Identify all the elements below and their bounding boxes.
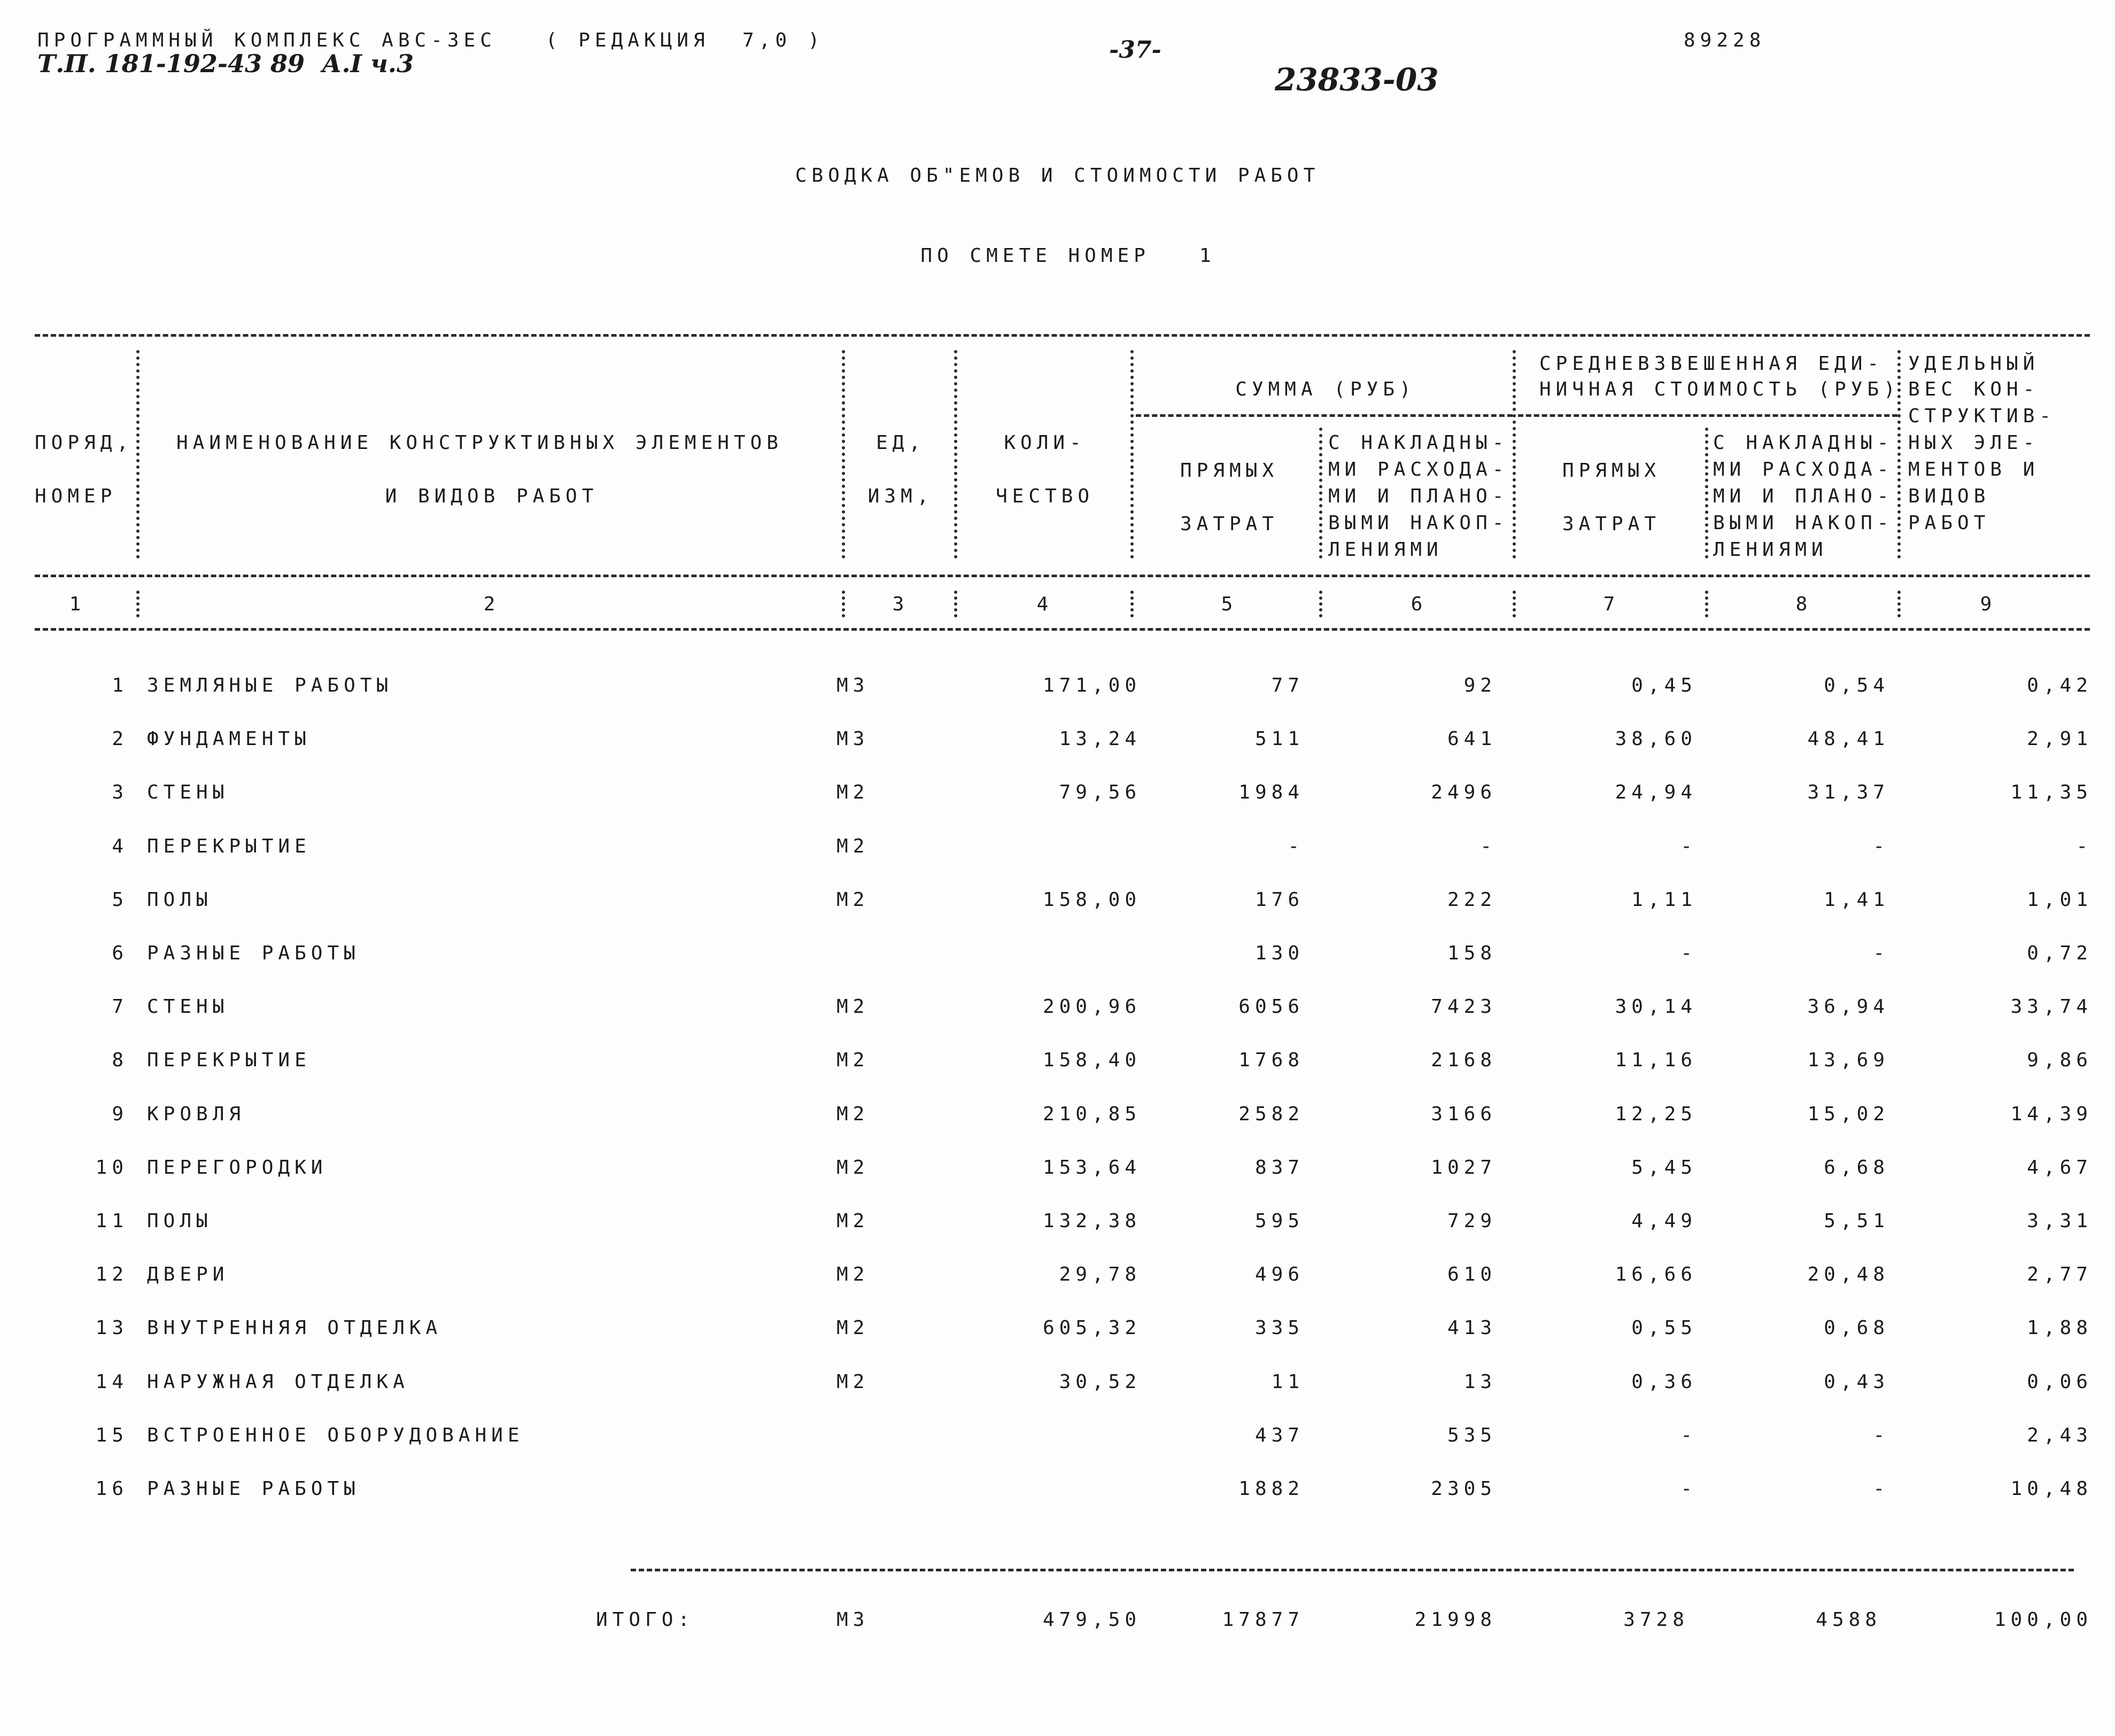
row-unit: М2 (836, 1103, 870, 1125)
row-direct-cost: 1984 (1238, 781, 1304, 803)
total-label: ИТОГО: (596, 1609, 695, 1631)
row-direct-cost: 335 (1254, 1317, 1304, 1339)
separator-2 (842, 350, 848, 559)
row-overhead-cost: 729 (1447, 1210, 1497, 1232)
row-name: ПЕРЕГОРОДКИ (147, 1157, 328, 1179)
header-overhead-d: ВЫМИ НАКОП- (1328, 512, 1509, 534)
row-quantity: 171,00 (1042, 675, 1141, 696)
header-overhead-c: МИ И ПЛАНО- (1328, 485, 1509, 507)
row-unit: М2 (836, 1049, 870, 1071)
header-avg-group-a: СРЕДНЕВЗВЕШЕННАЯ ЕДИ- (1539, 353, 1884, 375)
header-share-g: РАБОТ (1908, 512, 1990, 534)
table-row (0, 1317, 2115, 1349)
row-unit-overhead-cost: 0,43 (1824, 1371, 1889, 1393)
row-unit-direct-cost: - (1680, 835, 1697, 857)
row-quantity: 79,56 (1059, 781, 1141, 803)
total-unit-overhead: 4588 (1816, 1609, 1881, 1631)
row-direct-cost: 1882 (1238, 1478, 1304, 1500)
row-name: ПОЛЫ (147, 1210, 213, 1232)
table-row (0, 1103, 2115, 1135)
row-name: ВНУТРЕННЯЯ ОТДЕЛКА (147, 1317, 443, 1339)
separator (954, 591, 957, 617)
row-quantity: 132,38 (1042, 1210, 1141, 1232)
row-overhead-cost: 2305 (1431, 1478, 1497, 1500)
column-number: 7 (1603, 593, 1620, 615)
header-share-a: УДЕЛЬНЫЙ (1908, 353, 2040, 375)
header-unit-overhead-d: ВЫМИ НАКОП- (1713, 512, 1894, 534)
row-number: 11 (95, 1210, 128, 1232)
row-overhead-cost: 92 (1463, 675, 1497, 696)
table-row (0, 835, 2115, 867)
row-name: ПЕРЕКРЫТИЕ (147, 835, 311, 857)
row-share: 9,86 (2027, 1049, 2093, 1071)
row-overhead-cost: 158 (1447, 942, 1497, 964)
row-overhead-cost: 3166 (1431, 1103, 1497, 1125)
table-row (0, 675, 2115, 707)
separator (1130, 591, 1134, 617)
header-share-d: НЫХ ЭЛЕ- (1908, 432, 2040, 454)
row-name: СТЕНЫ (147, 781, 229, 803)
table-row (0, 1478, 2115, 1510)
separator-6 (1513, 350, 1519, 559)
row-share: 4,67 (2027, 1157, 2093, 1179)
separator-1 (136, 350, 143, 559)
row-unit-overhead-cost: 31,37 (1807, 781, 1889, 803)
row-share: 1,88 (2027, 1317, 2093, 1339)
column-number: 5 (1221, 593, 1238, 615)
row-unit-direct-cost: 30,14 (1615, 996, 1697, 1018)
total-rule (631, 1569, 2074, 1571)
separator-3 (954, 350, 960, 559)
row-quantity: 158,00 (1042, 889, 1141, 911)
row-number: 15 (95, 1424, 128, 1446)
row-unit: М3 (836, 728, 870, 750)
total-row (0, 1609, 2115, 1641)
header-overhead-e: ЛЕНИЯМИ (1328, 539, 1443, 561)
column-number-rule (35, 628, 2090, 631)
header-overhead-b: МИ РАСХОДА- (1328, 459, 1509, 480)
row-number: 10 (95, 1157, 128, 1179)
page-title: СВОДКА ОБ"ЕМОВ И СТОИМОСТИ РАБОТ (795, 165, 1320, 187)
row-quantity: 30,52 (1059, 1371, 1141, 1393)
table-row (0, 942, 2115, 974)
row-direct-cost: - (1288, 835, 1304, 857)
row-share: 14,39 (2010, 1103, 2093, 1125)
row-name: ЗЕМЛЯНЫЕ РАБОТЫ (147, 675, 393, 696)
row-share: 33,74 (2010, 996, 2093, 1018)
row-direct-cost: 11 (1271, 1371, 1304, 1393)
row-overhead-cost: 7423 (1431, 996, 1497, 1018)
row-number: 2 (112, 728, 128, 750)
row-direct-cost: 595 (1254, 1210, 1304, 1232)
row-overhead-cost: 610 (1447, 1264, 1497, 1285)
table-row (0, 1264, 2115, 1296)
row-overhead-cost: 1027 (1431, 1157, 1497, 1179)
row-direct-cost: 496 (1254, 1264, 1304, 1285)
column-number: 1 (69, 593, 86, 615)
row-share: 10,48 (2010, 1478, 2093, 1500)
row-unit-overhead-cost: 48,41 (1807, 728, 1889, 750)
row-direct-cost: 77 (1271, 675, 1304, 696)
header-rule (35, 575, 2090, 577)
row-unit-overhead-cost: 13,69 (1807, 1049, 1889, 1071)
row-unit: М2 (836, 781, 870, 803)
row-direct-cost: 176 (1254, 889, 1304, 911)
row-unit-direct-cost: 12,25 (1615, 1103, 1697, 1125)
row-unit-overhead-cost: - (1873, 942, 1889, 964)
row-direct-cost: 837 (1254, 1157, 1304, 1179)
row-unit: М2 (836, 1371, 870, 1393)
header-unit-overhead-a: С НАКЛАДНЫ- (1713, 432, 1894, 454)
separator (1513, 591, 1516, 617)
row-share: 2,77 (2027, 1264, 2093, 1285)
row-share: - (2076, 835, 2093, 857)
row-number: 7 (112, 996, 128, 1018)
row-unit-overhead-cost: 0,68 (1824, 1317, 1889, 1339)
row-number: 14 (95, 1371, 128, 1393)
row-name: ПЕРЕКРЫТИЕ (147, 1049, 311, 1071)
header-qty-b: ЧЕСТВО (995, 485, 1095, 507)
column-number: 6 (1411, 593, 1428, 615)
row-share: 2,43 (2027, 1424, 2093, 1446)
column-number: 2 (483, 593, 500, 615)
row-quantity: 605,32 (1042, 1317, 1141, 1339)
row-unit-direct-cost: - (1680, 942, 1697, 964)
row-unit-direct-cost: 16,66 (1615, 1264, 1697, 1285)
row-unit-overhead-cost: 1,41 (1824, 889, 1889, 911)
header-avg-group-b: НИЧНАЯ СТОИМОСТЬ (РУБ) (1539, 378, 1900, 400)
program-line: ПРОГРАММНЫЙ КОМПЛЕКС АВС-3ЕС ( РЕДАКЦИЯ 7,0 ) (37, 29, 825, 51)
column-number: 9 (1980, 593, 1997, 615)
column-number: 3 (892, 593, 909, 615)
header-unit-b: ИЗМ, (867, 485, 934, 507)
table-row (0, 1424, 2115, 1456)
header-unit-overhead-c: МИ И ПЛАНО- (1713, 485, 1894, 507)
row-quantity: 13,24 (1059, 728, 1141, 750)
header-direct-a: ПРЯМЫХ (1180, 460, 1279, 482)
separator-7 (1705, 428, 1711, 559)
row-unit-direct-cost: 11,16 (1615, 1049, 1697, 1071)
table-row (0, 728, 2115, 760)
table-row (0, 1049, 2115, 1081)
separator (1319, 591, 1322, 617)
row-unit: М2 (836, 996, 870, 1018)
table-row (0, 1210, 2115, 1242)
row-direct-cost: 1768 (1238, 1049, 1304, 1071)
avg-group-rule (1518, 414, 1897, 417)
row-overhead-cost: 2168 (1431, 1049, 1497, 1071)
row-unit-direct-cost: 38,60 (1615, 728, 1697, 750)
row-direct-cost: 437 (1254, 1424, 1304, 1446)
row-share: 0,06 (2027, 1371, 2093, 1393)
row-unit: М2 (836, 1264, 870, 1285)
row-name: ПОЛЫ (147, 889, 213, 911)
row-name: РАЗНЫЕ РАБОТЫ (147, 942, 360, 964)
row-quantity: 210,85 (1042, 1103, 1141, 1125)
table-top-rule (35, 334, 2090, 337)
row-name: ДВЕРИ (147, 1264, 229, 1285)
header-sum-group: СУММА (РУБ) (1235, 378, 1416, 400)
table-row (0, 996, 2115, 1028)
row-name: НАРУЖНАЯ ОТДЕЛКА (147, 1371, 409, 1393)
header-unit-direct-a: ПРЯМЫХ (1562, 460, 1661, 482)
row-unit-overhead-cost: 15,02 (1807, 1103, 1889, 1125)
row-unit-overhead-cost: 6,68 (1824, 1157, 1889, 1179)
header-direct-b: ЗАТРАТ (1180, 513, 1279, 535)
row-number: 1 (112, 675, 128, 696)
table-row (0, 1157, 2115, 1189)
header-unit-a: ЕД, (876, 432, 926, 454)
row-number: 5 (112, 889, 128, 911)
separator-5 (1319, 428, 1326, 559)
row-number: 8 (112, 1049, 128, 1071)
total-share: 100,00 (1994, 1609, 2093, 1631)
row-overhead-cost: 413 (1447, 1317, 1497, 1339)
row-name: СТЕНЫ (147, 996, 229, 1018)
page-subtitle: ПО СМЕТЕ НОМЕР 1 (920, 245, 1216, 267)
row-number: 6 (112, 942, 128, 964)
row-unit-direct-cost: 5,45 (1631, 1157, 1697, 1179)
column-number: 4 (1036, 593, 1053, 615)
row-share: 11,35 (2010, 781, 2093, 803)
header-order-b: НОМЕР (35, 485, 117, 507)
header-unit-direct-b: ЗАТРАТ (1562, 513, 1661, 535)
total-direct: 17877 (1222, 1609, 1304, 1631)
row-direct-cost: 6056 (1238, 996, 1304, 1018)
stamp-number: 23833-03 (1275, 61, 1439, 98)
total-unit-direct: 3728 (1623, 1609, 1689, 1631)
header-name-b: И ВИДОВ РАБОТ (385, 485, 599, 507)
row-unit-overhead-cost: 5,51 (1824, 1210, 1889, 1232)
row-overhead-cost: 13 (1463, 1371, 1497, 1393)
table-row (0, 889, 2115, 921)
row-quantity: 200,96 (1042, 996, 1141, 1018)
row-unit: М2 (836, 889, 870, 911)
header-overhead-a: С НАКЛАДНЫ- (1328, 432, 1509, 454)
header-share-c: СТРУКТИВ- (1908, 405, 2056, 427)
header-order-a: ПОРЯД, (35, 432, 134, 454)
sum-group-rule (1136, 414, 1513, 417)
column-number: 8 (1795, 593, 1812, 615)
row-unit-direct-cost: 1,11 (1631, 889, 1697, 911)
row-share: 0,42 (2027, 675, 2093, 696)
row-unit-direct-cost: 0,45 (1631, 675, 1697, 696)
row-number: 12 (95, 1264, 128, 1285)
separator (842, 591, 845, 617)
row-number: 3 (112, 781, 128, 803)
row-number: 16 (95, 1478, 128, 1500)
row-unit-overhead-cost: 0,54 (1824, 675, 1889, 696)
row-quantity: 29,78 (1059, 1264, 1141, 1285)
row-direct-cost: 130 (1254, 942, 1304, 964)
row-name: КРОВЛЯ (147, 1103, 246, 1125)
row-overhead-cost: 641 (1447, 728, 1497, 750)
project-line: Т.П. 181-192-43 89 А.I ч.3 (37, 49, 414, 78)
row-quantity: 153,64 (1042, 1157, 1141, 1179)
table-row (0, 781, 2115, 813)
row-name: РАЗНЫЕ РАБОТЫ (147, 1478, 360, 1500)
row-unit-overhead-cost: 36,94 (1807, 996, 1889, 1018)
separator (136, 591, 140, 617)
header-unit-overhead-e: ЛЕНИЯМИ (1713, 539, 1828, 561)
row-number: 4 (112, 835, 128, 857)
total-unit: М3 (836, 1609, 870, 1631)
row-name: ВСТРОЕННОЕ ОБОРУДОВАНИЕ (147, 1424, 524, 1446)
header-unit-overhead-b: МИ РАСХОДА- (1713, 459, 1894, 480)
row-share: 0,72 (2027, 942, 2093, 964)
row-unit-direct-cost: - (1680, 1478, 1697, 1500)
separator (1897, 591, 1901, 617)
row-number: 13 (95, 1317, 128, 1339)
row-share: 1,01 (2027, 889, 2093, 911)
header-name-a: НАИМЕНОВАНИЕ КОНСТРУКТИВНЫХ ЭЛЕМЕНТОВ (176, 432, 783, 454)
header-share-b: ВЕС КОН- (1908, 378, 2040, 400)
row-overhead-cost: 2496 (1431, 781, 1497, 803)
row-unit: М2 (836, 1317, 870, 1339)
row-unit-direct-cost: 24,94 (1615, 781, 1697, 803)
row-name: ФУНДАМЕНТЫ (147, 728, 311, 750)
row-unit-overhead-cost: 20,48 (1807, 1264, 1889, 1285)
row-direct-cost: 2582 (1238, 1103, 1304, 1125)
header-share-f: ВИДОВ (1908, 485, 1990, 507)
row-unit-direct-cost: 0,55 (1631, 1317, 1697, 1339)
row-unit-overhead-cost: - (1873, 1478, 1889, 1500)
row-overhead-cost: 222 (1447, 889, 1497, 911)
header-qty-a: КОЛИ- (1004, 432, 1086, 454)
row-overhead-cost: 535 (1447, 1424, 1497, 1446)
separator-4 (1130, 350, 1137, 559)
row-share: 3,31 (2027, 1210, 2093, 1232)
row-share: 2,91 (2027, 728, 2093, 750)
row-direct-cost: 511 (1254, 728, 1304, 750)
table-row (0, 1371, 2115, 1403)
row-overhead-cost: - (1480, 835, 1497, 857)
row-unit-direct-cost: 0,36 (1631, 1371, 1697, 1393)
row-unit: М2 (836, 1157, 870, 1179)
row-unit: М2 (836, 835, 870, 857)
separator (1705, 591, 1708, 617)
row-quantity: 158,40 (1042, 1049, 1141, 1071)
row-unit: М3 (836, 675, 870, 696)
row-number: 9 (112, 1103, 128, 1125)
header-share-e: МЕНТОВ И (1908, 459, 2040, 480)
total-qty: 479,50 (1042, 1609, 1141, 1631)
row-unit-overhead-cost: - (1873, 835, 1889, 857)
page-number: -37- (1109, 36, 1161, 64)
row-unit-direct-cost: - (1680, 1424, 1697, 1446)
row-unit-overhead-cost: - (1873, 1424, 1889, 1446)
total-overhead: 21998 (1414, 1609, 1497, 1631)
row-unit-direct-cost: 4,49 (1631, 1210, 1697, 1232)
row-unit: М2 (836, 1210, 870, 1232)
doc-code: 89228 (1684, 29, 1766, 51)
